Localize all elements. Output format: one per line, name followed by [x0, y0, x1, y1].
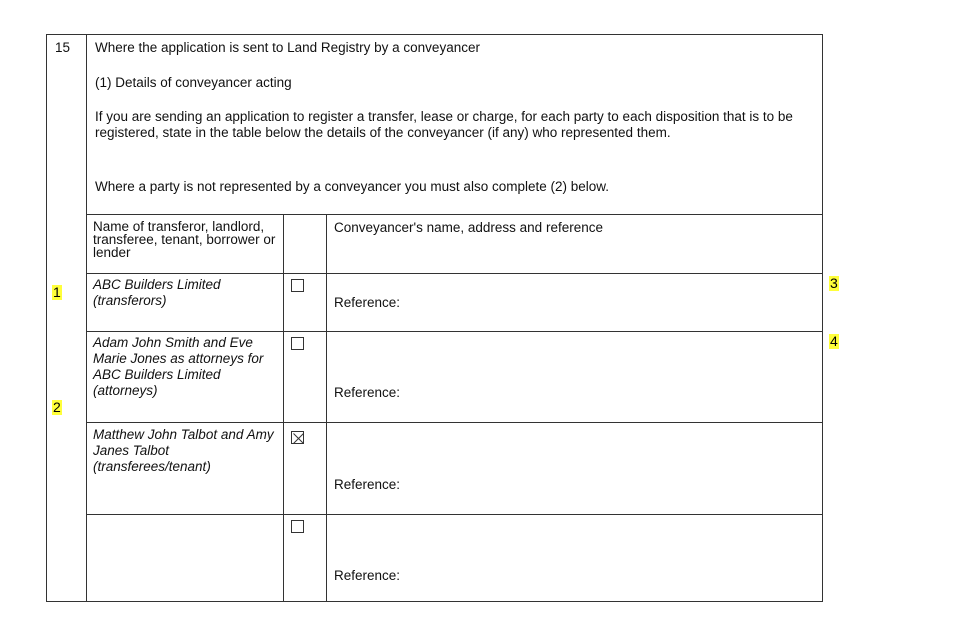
- header-party: Name of transferor, landlord, transferee, tenant, borrower or lender: [93, 219, 276, 260]
- reference-label-row-4: Reference:: [334, 568, 401, 583]
- marker-2: 2: [53, 399, 61, 415]
- reference-label-row-3: Reference:: [334, 477, 401, 492]
- row-divider: [86, 514, 822, 515]
- conveyancer-panel: [46, 34, 823, 602]
- reference-label-row-1: Reference:: [334, 295, 401, 310]
- marker-3: 3: [830, 275, 838, 291]
- conveyancer-checkbox-row-4[interactable]: [291, 520, 304, 533]
- header-conveyancer: Conveyancer's name, address and reference: [334, 220, 603, 235]
- panel-title: Where the application is sent to Land Registry by a conveyancer: [95, 40, 480, 55]
- row-divider: [86, 422, 822, 423]
- conveyancer-checkbox-row-1[interactable]: [291, 279, 304, 292]
- conveyancer-checkbox-row-2[interactable]: [291, 337, 304, 350]
- panel-subheading: (1) Details of conveyancer acting: [95, 75, 292, 90]
- conveyancer-table: [86, 214, 822, 601]
- marker-4: 4: [830, 333, 838, 349]
- reference-label-row-2: Reference:: [334, 385, 401, 400]
- party-name-row-3: Matthew John Talbot and Amy Janes Talbot (transferees/tenant): [93, 427, 274, 474]
- party-name-row-1: ABC Builders Limited (transferors): [93, 277, 221, 308]
- checkbox-cross-icon: [292, 432, 305, 445]
- conveyancer-checkbox-row-3[interactable]: [291, 431, 304, 444]
- panel-number: 15: [55, 40, 71, 55]
- panel-note: Where a party is not represented by a conveyancer you must also complete (2) below.: [95, 179, 610, 194]
- party-name-row-2: Adam John Smith and Eve Marie Jones as attorneys for ABC Builders Limited (attorneys): [93, 335, 264, 398]
- marker-1: 1: [53, 284, 61, 300]
- row-divider: [86, 273, 822, 274]
- row-divider: [86, 331, 822, 332]
- panel-instructions: If you are sending an application to register a transfer, lease or charge, for each party to each disposition that is to be registered, state in the table below the details of the conveyancer (if any) who represented them.: [95, 109, 793, 140]
